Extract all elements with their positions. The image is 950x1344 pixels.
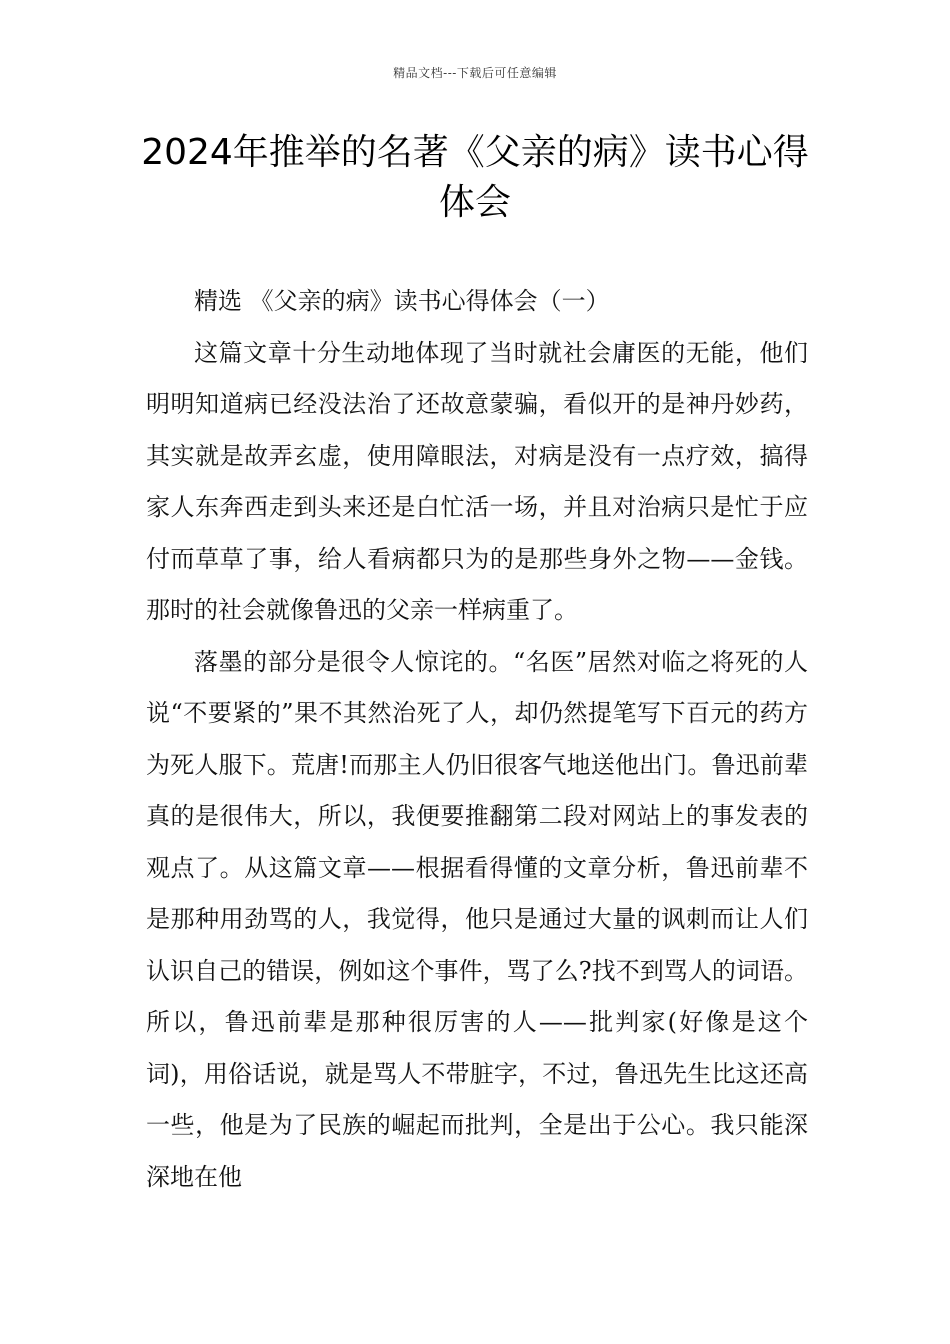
document-title: 2024年推举的名著《父亲的病》读书心得体会 [141, 132, 809, 223]
paragraph: 落墨的部分是很令人惊诧的。“名医”居然对临之将死的人说“不要紧的”果不其然治死了人，却仍然提笔写下百元的药方为死人服下。荒唐!而那主人仍旧很客气地送他出门。鲁迅前辈真的是很伟大，所以，我便要推翻第二段对网站上的事发表的观点了。从这篇文章——根据看得懂的文章分析，鲁迅前辈不是那种用劲骂的人，我觉得，他只是通过大量的讽刺而让人们认识自己的错误，例如这个事件，骂了么?找不到骂人的词语。所以，鲁迅前辈是那种很厉害的人——批判家(好像是这个词)，用俗话说，就是骂人不带脏字，不过，鲁迅先生比这还高一些，他是为了民族的崛起而批判，全是出于公心。我只能深深地在他 [146, 647, 808, 1191]
header-note: 精品文档---下载后可任意编辑 [393, 66, 557, 80]
paragraph: 这篇文章十分生动地体现了当时就社会庸医的无能，他们明明知道病已经没法治了还故意蒙骗，看似开的是神丹妙药，其实就是故弄玄虚，使用障眼法，对病是没有一点疗效，搞得家人东奔西走到头来还是白忙活一场，并且对治病只是忙于应付而草草了事，给人看病都只为的是那些身外之物——金钱。那时的社会就像鲁迅的父亲一样病重了。 [146, 338, 808, 624]
section-heading: 精选 《父亲的病》读书心得体会（一） [194, 287, 610, 315]
document-body [146, 276, 808, 1203]
